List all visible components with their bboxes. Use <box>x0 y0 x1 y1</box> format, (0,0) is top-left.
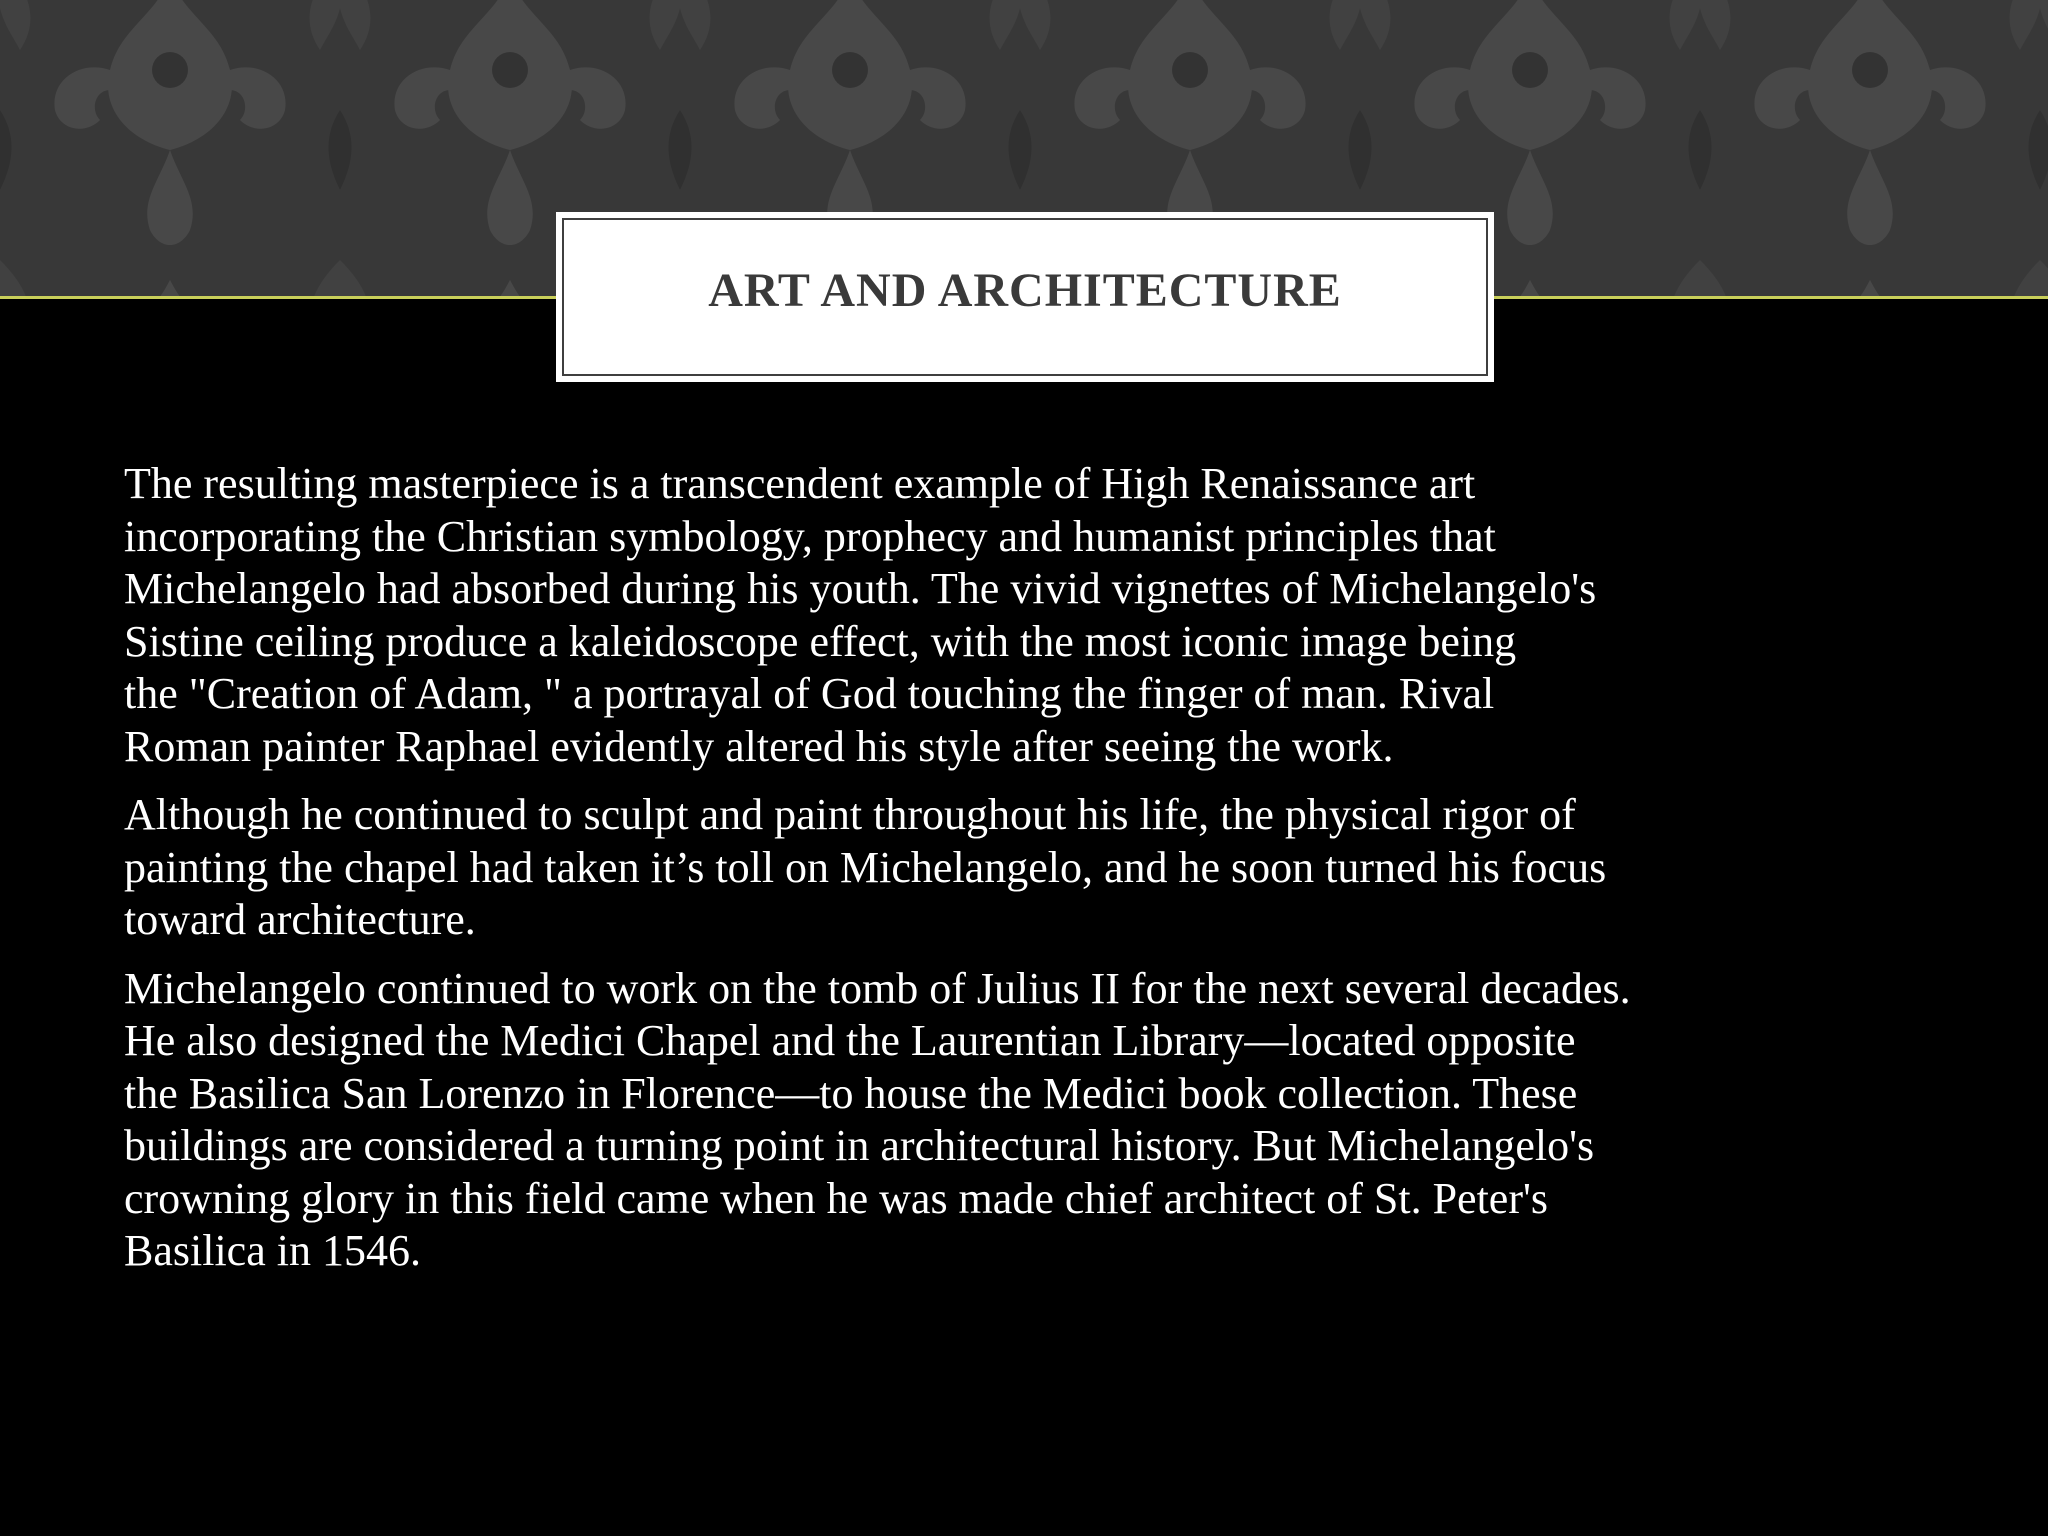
title-box <box>556 212 1494 382</box>
body-paragraph-1: The resulting masterpiece is a transcendent example of High Renaissance art incorporating the Christian symbology, prophecy and humanist principles that Michelangelo had absorbed during his youth. The vivid vignettes of Michelangelo's Sistine ceiling produce a kaleidoscope effect, with the most iconic image being the "Creation of Adam, " a portrayal of God touching the finger of man. Rival Roman painter Raphael evidently altered his style after seeing the work. <box>124 459 1597 771</box>
body-paragraph-2: Although he continued to sculpt and paint throughout his life, the physical rigor of painting the chapel had taken it’s toll on Michelangelo, and he soon turned his focus toward architecture. <box>124 790 1607 944</box>
body-paragraph-3: Michelangelo continued to work on the tomb of Julius II for the next several decades. He also designed the Medici Chapel and the Laurentian Library—located opposite the Basilica San Lorenzo in Florence—to house the Medici book collection. These buildings are considered a turning point in architectural history. But Michelangelo's crowning glory in this field came when he was made chief architect of St. Peter's Basilica in 1546. <box>124 963 1631 1275</box>
slide-title: ART AND ARCHITECTURE <box>708 263 1342 317</box>
slide-body <box>124 458 1944 1294</box>
title-box-frame <box>562 218 1488 376</box>
